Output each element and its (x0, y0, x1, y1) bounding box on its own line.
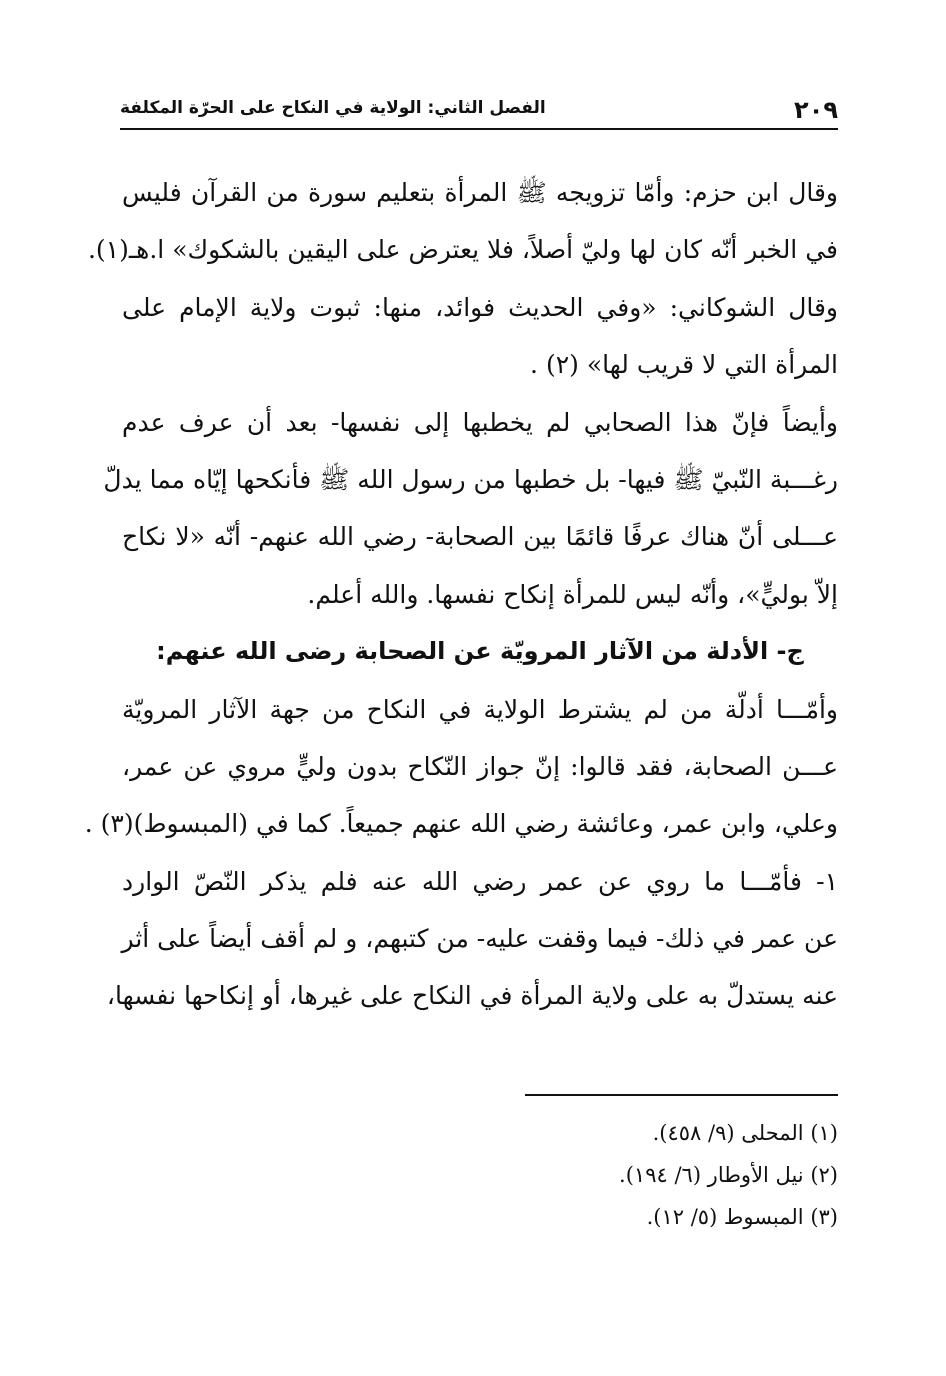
text-line: وقال الشوكاني: «وفي الحديث فوائد، منها: ثبوت ولاية الإمام على (122, 292, 838, 322)
footnote-item: (١) المحلى (٩/ ٤٥٨). (652, 1121, 838, 1145)
page-number: ٢٠٩ (794, 96, 838, 124)
text-line: رغـــبة النّبيّ ﷺ فيها- بل خطبها من رسول الله ﷺ فأنكحها إيّاه مما يدلّ (103, 464, 838, 494)
text-line: وأيضاً فإنّ هذا الصحابي لم يخطبها إلى نفسها- بعد أن عرف عدم (122, 407, 838, 437)
footnote-divider (525, 1094, 838, 1096)
section-heading: ج- الأدلة من الآثار المرويّة عن الصحابة رضى الله عنهم: (156, 637, 804, 666)
text-line: عن عمر في ذلك- فيما وقفت عليه- من كتبهم، و لم أقف أيضاً على أثر (121, 924, 838, 954)
text-line: إلاّ بوليٍّ»، وأنّه ليس للمرأة إنكاح نفسها. والله أعلم. (307, 579, 838, 609)
text-line: عنه يستدلّ به على ولاية المرأة في النكاح على غيرها، أو إنكاحها نفسها، (106, 981, 838, 1011)
main-text (84, 164, 838, 1025)
text-line: عـــلى أنّ هناك عرفًا قائمًا بين الصحابة- رضي الله عنهم- أنّه «لا نكاح (122, 522, 838, 552)
text-line: في الخبر أنّه كان لها وليّ أصلاً، فلا يعترض على اليقين بالشكوك» ا.هـ(١). (87, 235, 838, 265)
text-line: وأمّـــا أدلّة من لم يشترط الولاية في النكاح من جهة الآثار المرويّة (122, 694, 838, 724)
text-line: المرأة التي لا قريب لها» (٢) . (530, 350, 838, 380)
text-line: عـــن الصحابة، فقد قالوا: إنّ جواز النّكاح بدون وليٍّ مروي عن عمر، (122, 751, 838, 781)
text-line: وعلي، وابن عمر، وعائشة رضي الله عنهم جميعاً. كما في (المبسوط)(٣) . (84, 809, 838, 839)
running-header (120, 94, 838, 130)
footnote-item: (٢) نيل الأوطار (٦/ ١٩٤). (619, 1163, 838, 1187)
text-line: وقال ابن حزم: وأمّا تزويجه ﷺ المرأة بتعليم سورة من القرآن فليس (122, 178, 838, 207)
footnotes (400, 1112, 838, 1238)
footnote-item: (٣) المبسوط (٥/ ١٢). (646, 1205, 838, 1229)
text-line: ١- فأمّـــا ما روي عن عمر رضي الله عنه فلم يذكر النّصّ الوارد (122, 866, 838, 896)
chapter-title: الفصل الثاني: الولاية في النكاح على الحرّة المكلفة (120, 98, 546, 118)
